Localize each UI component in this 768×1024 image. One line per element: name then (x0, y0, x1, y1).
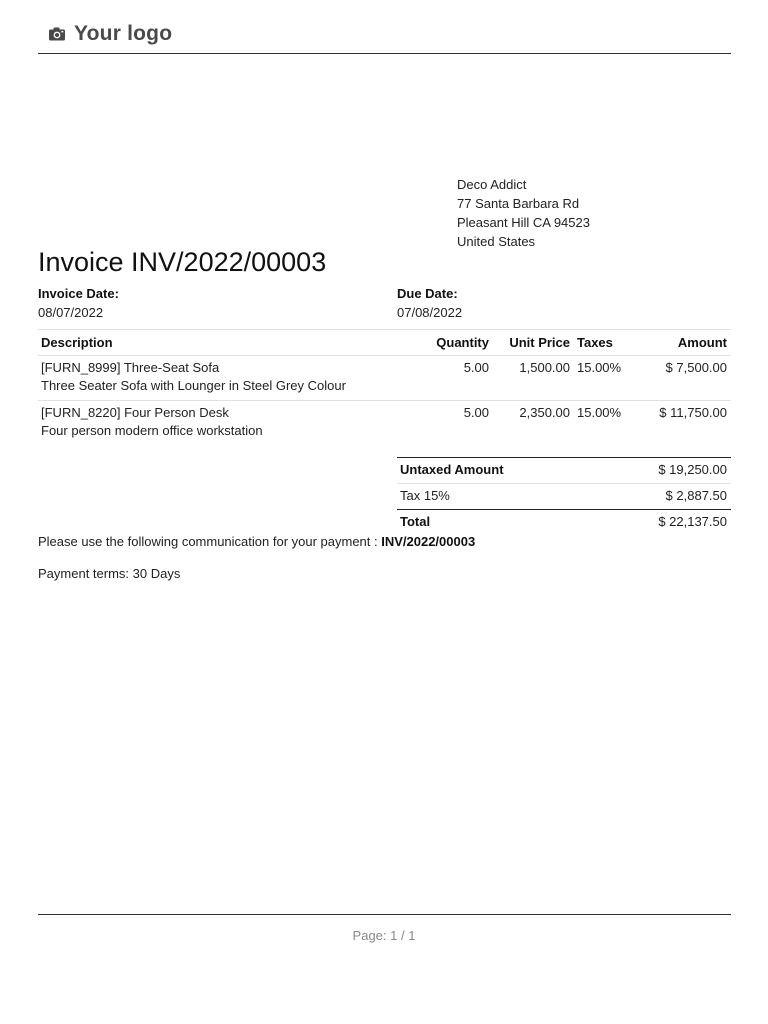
table-row (38, 401, 731, 445)
total-label: Total (400, 514, 431, 529)
totals-table (397, 457, 731, 535)
payment-communication-text: Please use the following communication for your payment : (38, 534, 382, 549)
tax-value: $ 2,887.50 (665, 488, 727, 503)
address-line: Pleasant Hill CA 94523 (457, 215, 590, 230)
customer-address (457, 175, 590, 251)
column-header-unit-price: Unit Price (509, 335, 570, 350)
address-line: 77 Santa Barbara Rd (457, 196, 580, 211)
line-unit-price: 1,500.00 (519, 360, 570, 375)
column-header-quantity: Quantity (436, 335, 489, 350)
table-row (38, 356, 731, 401)
camera-icon (48, 26, 66, 42)
payment-reference: INV/2022/00003 (381, 534, 476, 549)
column-header-taxes: Taxes (577, 335, 613, 350)
company-logo (48, 22, 172, 46)
line-quantity: 5.00 (463, 405, 489, 420)
untaxed-amount-value: $ 19,250.00 (658, 462, 727, 477)
line-product-detail: Three Seater Sofa with Lounger in Steel Grey Colour (41, 378, 346, 393)
payment-communication (38, 534, 475, 549)
invoice-lines-table (38, 329, 731, 445)
line-product-name: [FURN_8999] Three-Seat Sofa (41, 360, 220, 375)
due-date-value: 07/08/2022 (397, 305, 463, 320)
logo-text: Your logo (74, 22, 173, 45)
untaxed-amount-row (397, 458, 731, 484)
line-amount: $ 11,750.00 (659, 405, 727, 420)
line-product-detail: Four person modern office workstation (41, 423, 263, 438)
untaxed-amount-label: Untaxed Amount (400, 462, 504, 477)
address-line: Deco Addict (457, 177, 527, 192)
line-taxes: 15.00% (577, 360, 622, 375)
invoice-title: Invoice INV/2022/00003 (38, 247, 327, 277)
line-taxes: 15.00% (577, 405, 622, 420)
total-row (397, 509, 731, 535)
address-line: United States (457, 234, 536, 249)
line-unit-price: 2,350.00 (519, 405, 570, 420)
invoice-date-value: 08/07/2022 (38, 305, 104, 320)
page-number: Page: 1 / 1 (352, 928, 416, 943)
payment-terms: Payment terms: 30 Days (38, 566, 181, 581)
total-value: $ 22,137.50 (658, 514, 727, 529)
tax-label: Tax 15% (400, 488, 450, 503)
table-header-row (38, 330, 731, 356)
line-amount: $ 7,500.00 (665, 360, 727, 375)
footer-divider (38, 914, 731, 915)
line-quantity: 5.00 (463, 360, 489, 375)
column-header-amount: Amount (677, 335, 727, 350)
due-date-label: Due Date: (397, 286, 458, 301)
column-header-description: Description (41, 335, 113, 350)
invoice-date-label: Invoice Date: (38, 286, 119, 301)
tax-row (397, 484, 731, 509)
report-header (38, 0, 731, 54)
line-product-name: [FURN_8220] Four Person Desk (41, 405, 229, 420)
